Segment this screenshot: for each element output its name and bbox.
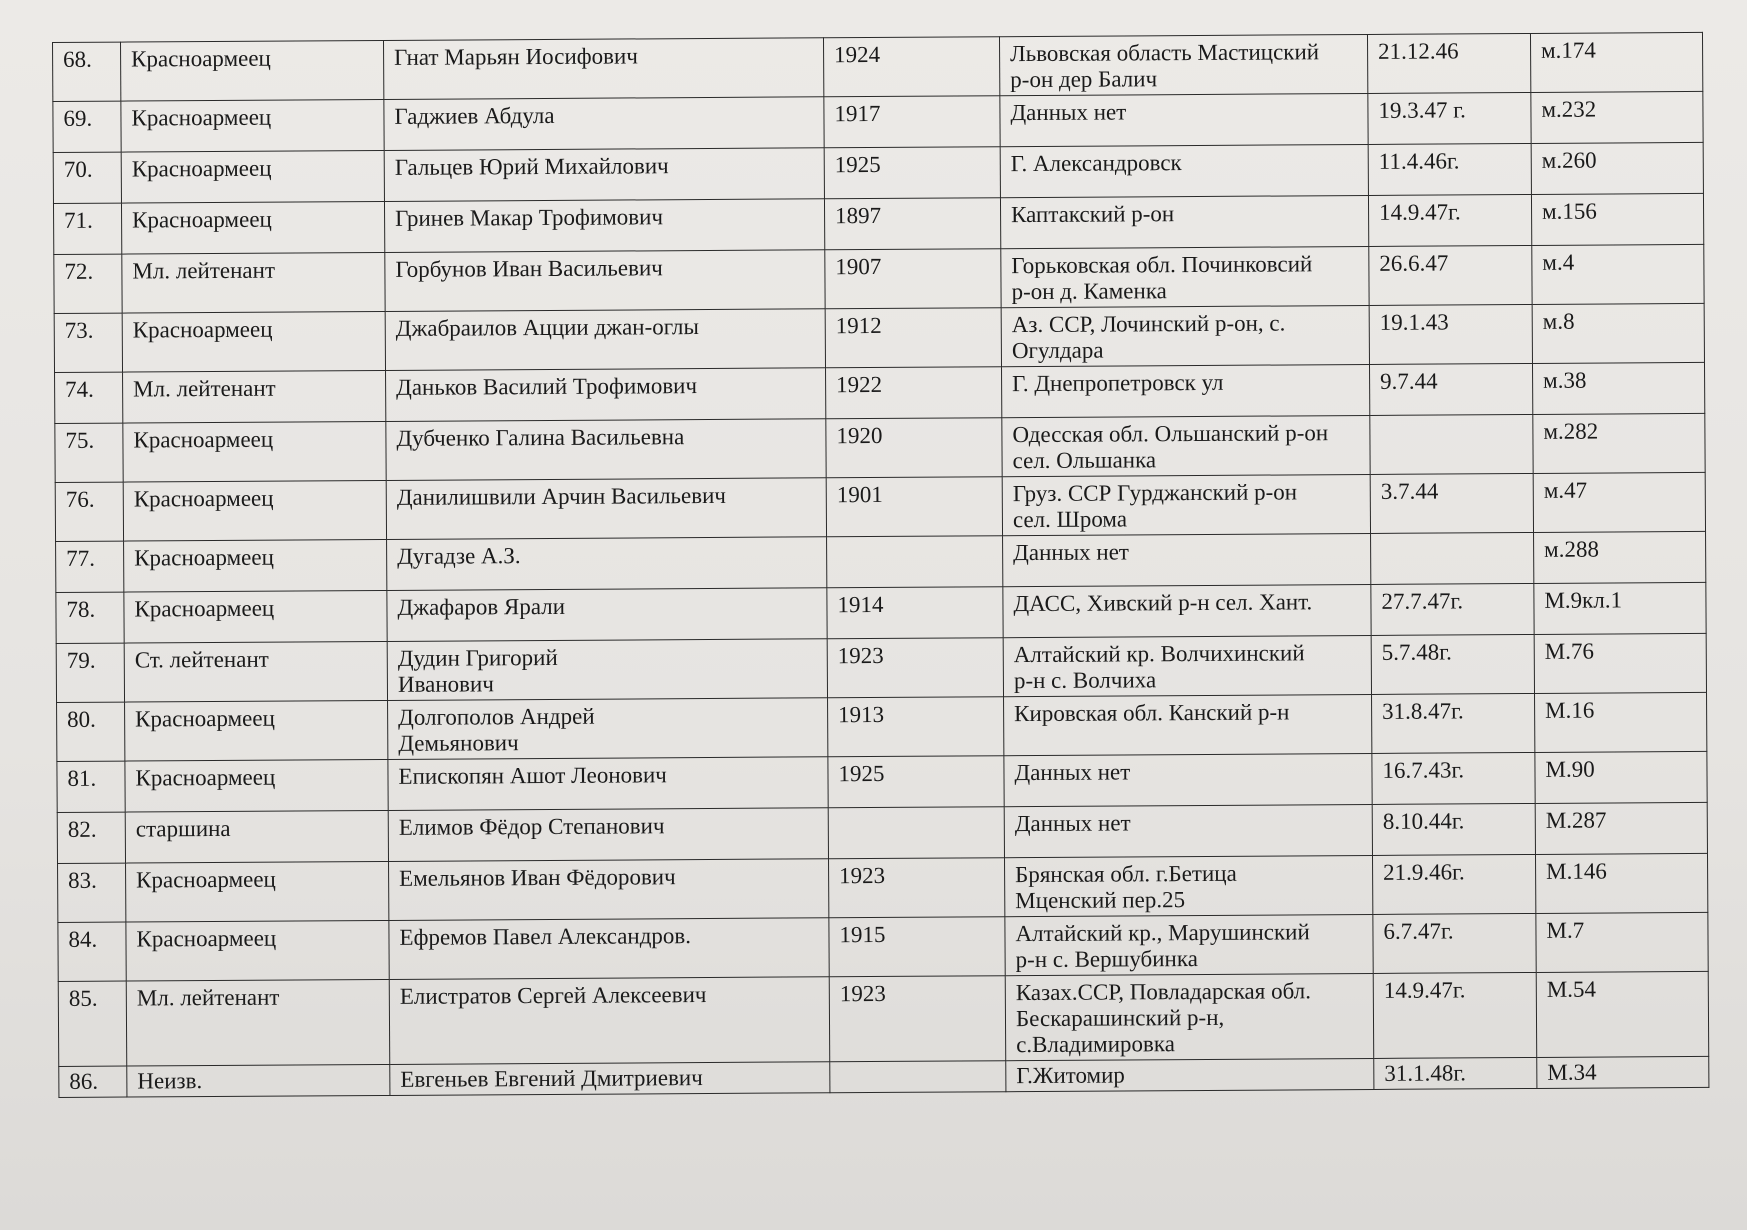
record-reference: м.232 bbox=[1531, 91, 1703, 143]
record-number: 76. bbox=[55, 482, 123, 541]
record-date bbox=[1371, 532, 1534, 584]
record-date: 16.7.43г. bbox=[1372, 752, 1535, 804]
table-row bbox=[58, 853, 1708, 922]
record-number: 78. bbox=[56, 592, 124, 643]
record-rank: Красноармеец bbox=[124, 590, 387, 643]
record-place: Г. Александровск bbox=[1000, 144, 1368, 197]
record-date: 21.12.46 bbox=[1367, 33, 1530, 93]
record-number: 69. bbox=[53, 101, 121, 152]
record-number: 73. bbox=[54, 313, 122, 372]
record-rank: Ст. лейтенант bbox=[124, 641, 387, 702]
record-date: 5.7.48г. bbox=[1371, 634, 1534, 694]
record-date bbox=[1370, 414, 1533, 474]
record-birth-year: 1907 bbox=[825, 249, 1001, 309]
record-reference: м.174 bbox=[1530, 32, 1702, 92]
record-name: Емельянов Иван Фёдорович bbox=[389, 859, 829, 921]
record-place: Алтайский кр. Волчихинский р-н с. Волчиха bbox=[1003, 635, 1371, 696]
record-name: Гаджиев Абдула bbox=[384, 97, 824, 151]
record-rank: Красноармеец bbox=[125, 759, 388, 812]
record-name: Гринев Макар Трофимович bbox=[384, 199, 824, 253]
record-reference: М.146 bbox=[1535, 853, 1707, 913]
record-reference: м.156 bbox=[1531, 193, 1703, 245]
record-reference: М.7 bbox=[1536, 912, 1708, 972]
record-name: Горбунов Иван Васильевич bbox=[385, 250, 825, 312]
record-name: Дубченко Галина Васильевна bbox=[386, 419, 826, 481]
record-birth-year: 1925 bbox=[824, 147, 1000, 199]
record-reference: м.4 bbox=[1532, 244, 1704, 304]
record-name: Елимов Фёдор Степанович bbox=[388, 808, 828, 862]
record-rank: Красноармеец bbox=[125, 700, 388, 761]
record-place: Груз. ССР Гурджанский р-он сел. Шрома bbox=[1002, 474, 1370, 535]
record-reference: М.54 bbox=[1536, 971, 1709, 1057]
table-row bbox=[55, 413, 1705, 482]
record-reference: м.38 bbox=[1532, 362, 1704, 414]
table-row bbox=[58, 912, 1708, 981]
table-row bbox=[54, 244, 1704, 313]
record-rank: Мл. лейтенант bbox=[123, 370, 386, 423]
record-date: 8.10.44г. bbox=[1372, 803, 1535, 855]
record-reference: м.47 bbox=[1533, 472, 1705, 532]
table-row bbox=[58, 971, 1708, 1066]
record-number: 70. bbox=[53, 152, 121, 203]
record-birth-year: 1920 bbox=[826, 418, 1002, 478]
record-date: 31.1.48г. bbox=[1374, 1057, 1537, 1089]
record-name: Ефремов Павел Александров. bbox=[389, 918, 829, 980]
table-row bbox=[56, 633, 1706, 702]
record-place: Брянская обл. г.Бетица Мценский пер.25 bbox=[1005, 855, 1373, 916]
record-number: 83. bbox=[58, 863, 126, 922]
record-place: Одесская обл. Ольшанский р-он сел. Ольшанка bbox=[1002, 415, 1370, 476]
record-reference: м.282 bbox=[1533, 413, 1705, 473]
record-name: Гнат Марьян Иосифович bbox=[383, 38, 823, 100]
record-birth-year bbox=[828, 807, 1004, 859]
record-date: 14.9.47г. bbox=[1368, 194, 1531, 246]
record-reference: М.76 bbox=[1534, 633, 1706, 693]
record-birth-year bbox=[830, 1061, 1006, 1093]
record-name: Дудин Григорий Иванович bbox=[387, 639, 827, 701]
record-name: Джафаров Ярали bbox=[387, 588, 827, 642]
record-number: 86. bbox=[59, 1066, 127, 1097]
record-rank: старшина bbox=[125, 810, 388, 863]
record-rank: Красноармеец bbox=[126, 861, 389, 922]
record-number: 85. bbox=[58, 981, 127, 1066]
records-sheet bbox=[52, 32, 1708, 1098]
record-rank: Мл. лейтенант bbox=[126, 979, 390, 1066]
record-birth-year: 1924 bbox=[823, 37, 999, 97]
record-place: Данных нет bbox=[1004, 804, 1372, 857]
record-birth-year: 1912 bbox=[825, 308, 1001, 368]
record-reference: М.16 bbox=[1535, 692, 1707, 752]
record-place: ДАСС, Хивский р-н сел. Хант. bbox=[1003, 584, 1371, 637]
record-rank: Красноармеец bbox=[121, 40, 384, 101]
record-birth-year: 1922 bbox=[826, 367, 1002, 419]
record-reference: м.288 bbox=[1534, 531, 1706, 583]
record-rank: Красноармеец bbox=[124, 539, 387, 592]
record-birth-year: 1925 bbox=[828, 756, 1004, 808]
record-number: 80. bbox=[57, 702, 125, 761]
record-date: 19.3.47 г. bbox=[1368, 92, 1531, 144]
record-place: Горьковская обл. Починковсий р-он д. Каменка bbox=[1001, 246, 1369, 307]
table-row bbox=[53, 32, 1703, 101]
record-place: Львовская область Мастицский р-он дер Балич bbox=[999, 34, 1367, 95]
record-place: Данных нет bbox=[1003, 533, 1371, 586]
record-number: 68. bbox=[53, 42, 121, 101]
record-date: 31.8.47г. bbox=[1372, 693, 1535, 753]
record-date: 3.7.44 bbox=[1370, 473, 1533, 533]
record-reference: М.34 bbox=[1537, 1056, 1709, 1088]
table-row bbox=[57, 692, 1707, 761]
record-number: 79. bbox=[56, 643, 124, 702]
record-reference: м.8 bbox=[1532, 303, 1704, 363]
record-date: 27.7.47г. bbox=[1371, 583, 1534, 635]
record-number: 81. bbox=[57, 761, 125, 812]
table-row bbox=[55, 472, 1705, 541]
record-date: 11.4.46г. bbox=[1368, 143, 1531, 195]
record-reference: М.9кл.1 bbox=[1534, 582, 1706, 634]
record-number: 74. bbox=[55, 372, 123, 423]
record-reference: М.287 bbox=[1535, 802, 1707, 854]
record-place: Кировская обл. Канский р-н bbox=[1004, 694, 1372, 755]
record-date: 21.9.46г. bbox=[1372, 854, 1535, 914]
record-birth-year: 1923 bbox=[827, 638, 1003, 698]
record-date: 26.6.47 bbox=[1369, 245, 1532, 305]
record-name: Дугадзе А.З. bbox=[387, 537, 827, 591]
record-place: Г. Днепропетровск ул bbox=[1002, 364, 1370, 417]
record-number: 77. bbox=[56, 541, 124, 592]
record-place: Каптакский р-он bbox=[1000, 195, 1368, 248]
record-birth-year: 1901 bbox=[826, 477, 1002, 537]
record-place: Данных нет bbox=[1000, 93, 1368, 146]
record-name: Елистратов Сергей Алексеевич bbox=[389, 977, 830, 1065]
record-number: 71. bbox=[53, 203, 121, 254]
table-row bbox=[54, 303, 1704, 372]
record-number: 82. bbox=[57, 812, 125, 863]
record-birth-year: 1915 bbox=[829, 917, 1005, 977]
record-date: 9.7.44 bbox=[1369, 363, 1532, 415]
records-body bbox=[53, 32, 1709, 1097]
record-birth-year: 1923 bbox=[829, 976, 1006, 1062]
record-rank: Красноармеец bbox=[123, 421, 386, 482]
record-birth-year: 1913 bbox=[828, 697, 1004, 757]
record-place: Казах.ССР, Повладарская обл. Бескарашинский р-н, с.Владимировка bbox=[1005, 973, 1374, 1060]
record-place: Г.Житомир bbox=[1006, 1058, 1374, 1091]
record-place: Аз. ССР, Лочинский р-он, с. Огулдара bbox=[1001, 305, 1369, 366]
record-rank: Красноармеец bbox=[126, 920, 389, 981]
record-date: 19.1.43 bbox=[1369, 304, 1532, 364]
record-date: 6.7.47г. bbox=[1373, 913, 1536, 973]
record-rank: Неизв. bbox=[127, 1064, 390, 1097]
record-reference: М.90 bbox=[1535, 751, 1707, 803]
record-rank: Красноармеец bbox=[121, 150, 384, 203]
record-number: 72. bbox=[54, 254, 122, 313]
record-number: 75. bbox=[55, 423, 123, 482]
record-name: Евгеньев Евгений Дмитриевич bbox=[390, 1062, 830, 1096]
record-birth-year: 1923 bbox=[829, 858, 1005, 918]
record-birth-year: 1897 bbox=[824, 198, 1000, 250]
record-place: Данных нет bbox=[1004, 753, 1372, 806]
record-rank: Мл. лейтенант bbox=[122, 252, 385, 313]
record-name: Джабраилов Ацции джан-оглы bbox=[385, 309, 825, 371]
record-rank: Красноармеец bbox=[123, 480, 386, 541]
record-rank: Красноармеец bbox=[121, 201, 384, 254]
record-birth-year bbox=[827, 536, 1003, 588]
record-rank: Красноармеец bbox=[122, 311, 385, 372]
record-rank: Красноармеец bbox=[121, 99, 384, 152]
record-date: 14.9.47г. bbox=[1373, 972, 1537, 1058]
record-name: Даньков Василий Трофимович bbox=[386, 368, 826, 422]
record-reference: м.260 bbox=[1531, 142, 1703, 194]
record-name: Гальцев Юрий Михайлович bbox=[384, 148, 824, 202]
record-name: Данилишвили Арчин Васильевич bbox=[386, 478, 826, 540]
record-birth-year: 1917 bbox=[824, 96, 1000, 148]
record-name: Епископян Ашот Леонович bbox=[388, 757, 828, 811]
burial-records-table bbox=[52, 32, 1709, 1098]
record-birth-year: 1914 bbox=[827, 587, 1003, 639]
record-number: 84. bbox=[58, 922, 126, 981]
record-name: Долгополов Андрей Демьянович bbox=[388, 698, 828, 760]
record-place: Алтайский кр., Марушинский р-н с. Вершубинка bbox=[1005, 914, 1373, 975]
